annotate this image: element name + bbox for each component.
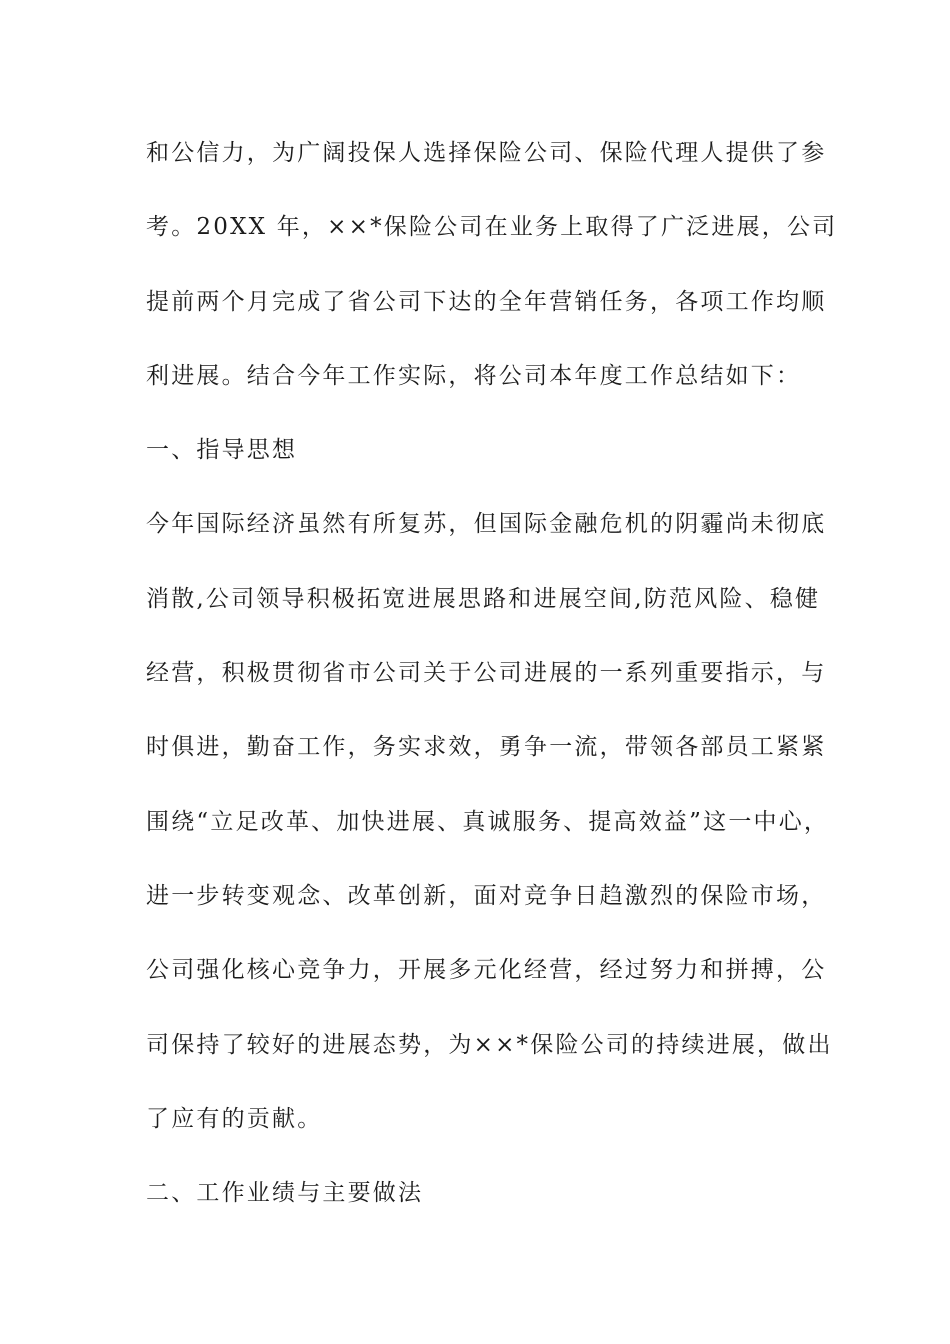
paragraph-line: 考。20XX 年，××*保险公司在业务上取得了广泛进展，公司	[146, 214, 838, 241]
paragraph-line: 和公信力，为广阔投保人选择保险公司、保险代理人提供了参	[146, 140, 827, 166]
paragraph-line: 进一步转变观念、改革创新，面对竞争日趋激烈的保险市场，	[146, 882, 827, 909]
section-heading: 二、工作业绩与主要做法	[146, 1180, 424, 1207]
paragraph-line: 今年国际经济虽然有所复苏，但国际金融危机的阴霾尚未彻底	[146, 511, 827, 538]
paragraph-line: 围绕“立足改革、加快进展、真诚服务、提高效益”这一中心，	[146, 808, 830, 835]
paragraph-line: 时俱进，勤奋工作，务实求效，勇争一流，带领各部员工紧紧	[146, 734, 827, 761]
paragraph-line: 司保持了较好的进展态势，为××*保险公司的持续进展，做出	[146, 1031, 833, 1058]
paragraph-line: 消散,公司领导积极拓宽进展思路和进展空间,防范风险、稳健	[146, 585, 821, 612]
paragraph-line: 利进展。结合今年工作实际，将公司本年度工作总结如下：	[146, 362, 802, 389]
paragraph-line: 公司强化核心竞争力，开展多元化经营，经过努力和拼搏，公	[146, 957, 827, 984]
paragraph-line: 经营，积极贯彻省市公司关于公司进展的一系列重要指示，与	[146, 660, 827, 687]
paragraph-line: 提前两个月完成了省公司下达的全年营销任务，各项工作均顺	[146, 288, 827, 315]
paragraph-line: 了应有的贡献。	[146, 1105, 323, 1132]
document-body	[146, 126, 838, 1240]
section-heading: 一、指导思想	[146, 437, 298, 464]
